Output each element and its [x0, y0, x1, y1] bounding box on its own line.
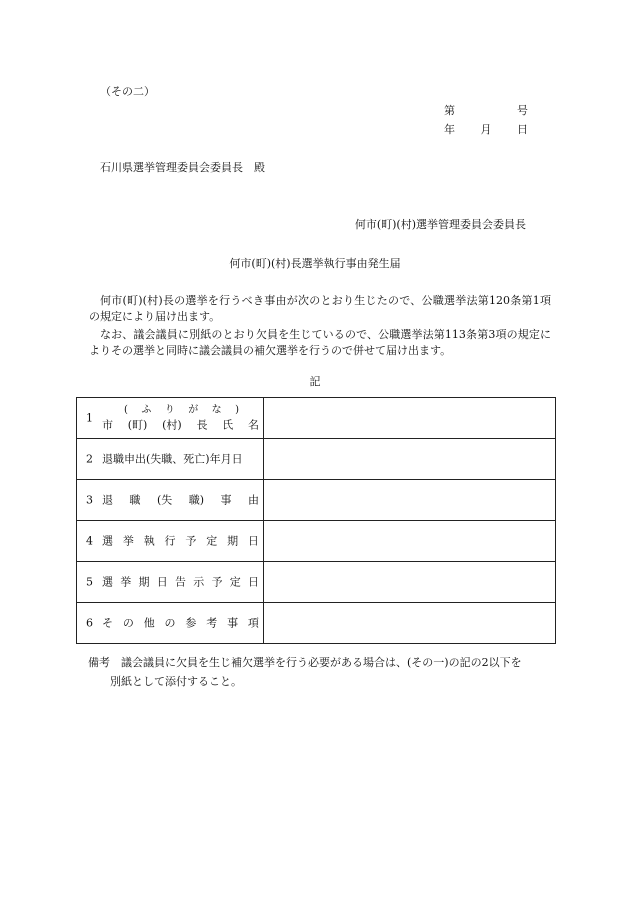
- label-segment: 日: [247, 534, 259, 548]
- remark-heading: 備考: [88, 656, 110, 669]
- row-label: [102, 618, 259, 629]
- remark-line-2: 別紙として添付すること。: [110, 675, 242, 688]
- label-segment: (村): [162, 418, 182, 432]
- table-row: [77, 562, 556, 603]
- label-segment: 定: [229, 575, 241, 589]
- label-segment: 名: [247, 418, 259, 432]
- row-label: [102, 536, 259, 547]
- furigana-char: ): [235, 404, 239, 416]
- label-segment: 事: [220, 493, 232, 507]
- label-segment: 選: [102, 575, 113, 589]
- label-segment: 行: [164, 534, 176, 548]
- row-label: [102, 454, 259, 465]
- row-value-cell[interactable]: [264, 480, 556, 521]
- label-segment: 期: [138, 575, 150, 589]
- row-label-cell: [77, 398, 264, 439]
- row-number: 3: [86, 493, 93, 507]
- number-suffix: 号: [517, 104, 528, 117]
- date-day-label: 日: [517, 123, 528, 136]
- date-year-label: 年: [444, 123, 455, 136]
- label-segment: 他: [143, 616, 155, 630]
- furigana-char: な: [211, 404, 222, 416]
- row-label-cell: [77, 480, 264, 521]
- label-segment: 期: [227, 534, 239, 548]
- body-paragraph-1: 何市(町)(村)長の選挙を行うべき事由が次のとおり生じたので、公職選挙法第120条第1項の規定により届け出ます。: [89, 294, 551, 323]
- label-segment: 職): [188, 493, 204, 507]
- label-segment: 項: [247, 616, 259, 630]
- date-month-label: 月: [480, 123, 492, 136]
- row-label-cell: [77, 603, 264, 644]
- table-row: [77, 480, 556, 521]
- row-label: [102, 495, 259, 506]
- furigana-char: が: [188, 404, 199, 416]
- label-segment: 告: [175, 575, 186, 589]
- label-segment: 氏: [222, 418, 234, 432]
- row-value-cell[interactable]: [264, 603, 556, 644]
- label-segment: 市: [102, 418, 113, 432]
- label-segment: そ: [102, 616, 113, 630]
- label-segment: 退: [102, 493, 113, 507]
- ki-heading: 記: [309, 375, 321, 388]
- row-value-cell[interactable]: [264, 562, 556, 603]
- label-segment: 予: [211, 575, 223, 589]
- table-row: [77, 603, 556, 644]
- row-label: [102, 406, 259, 431]
- document-number-line: [444, 105, 528, 116]
- label-segment: の: [122, 616, 134, 630]
- label-segment: 予: [185, 534, 197, 548]
- body-paragraph-2: なお、議会議員に別紙のとおり欠員を生じているので、公職選挙法第113条第3項の規定によりその選挙と同時に議会議員の補欠選挙を行うので併せて届け出ます。: [89, 328, 551, 357]
- document-date-line: [444, 124, 528, 135]
- label-segment: 選: [102, 534, 113, 548]
- label-segment: 由: [247, 493, 259, 507]
- label-segment: 日: [156, 575, 168, 589]
- row-label-cell: [77, 439, 264, 480]
- label-segment: 挙: [122, 534, 134, 548]
- row-label-cell: [77, 562, 264, 603]
- sender: 何市(町)(村)選挙管理委員会委員長: [354, 218, 526, 231]
- label-segment: 挙: [120, 575, 132, 589]
- label-segment: 事: [227, 616, 239, 630]
- details-table: [76, 397, 556, 644]
- label-line: [102, 420, 259, 431]
- row-label-cell: [77, 521, 264, 562]
- label-segment: 参: [185, 616, 197, 630]
- remark-line-1: 議会議員に欠員を生じ補欠選挙を行う必要がある場合は、(その一)の記の2以下を: [121, 656, 522, 669]
- label-segment: 示: [193, 575, 205, 589]
- table-row: [77, 398, 556, 439]
- form-label: （その二）: [100, 85, 155, 98]
- label-segment: (失: [156, 493, 173, 507]
- row-number: 6: [86, 616, 93, 630]
- label-segment: 考: [206, 616, 218, 630]
- row-value-cell[interactable]: [264, 521, 556, 562]
- document-title: 何市(町)(村)長選挙執行事由発生届: [229, 257, 401, 270]
- row-value-cell[interactable]: [264, 398, 556, 439]
- table-row: [77, 521, 556, 562]
- row-number: 2: [86, 452, 93, 466]
- label-segment: 退職申出(失職、死亡)年月日: [102, 452, 243, 466]
- row-number: 4: [86, 534, 93, 548]
- furigana-line: [102, 406, 259, 416]
- number-prefix: 第: [444, 104, 455, 117]
- row-number: 1: [86, 411, 93, 425]
- furigana-char: (: [124, 404, 128, 416]
- label-segment: の: [164, 616, 176, 630]
- addressee: 石川県選挙管理委員会委員長 殿: [100, 161, 265, 174]
- furigana-char: り: [164, 404, 175, 416]
- label-segment: 定: [206, 534, 218, 548]
- row-number: 5: [86, 575, 93, 589]
- row-label: [102, 577, 259, 588]
- table-row: [77, 439, 556, 480]
- row-value-cell[interactable]: [264, 439, 556, 480]
- label-segment: 執: [143, 534, 155, 548]
- label-segment: 職: [129, 493, 141, 507]
- label-segment: 日: [248, 575, 259, 589]
- label-segment: (町): [127, 418, 148, 432]
- label-segment: 長: [196, 418, 208, 432]
- furigana-char: ふ: [141, 404, 152, 416]
